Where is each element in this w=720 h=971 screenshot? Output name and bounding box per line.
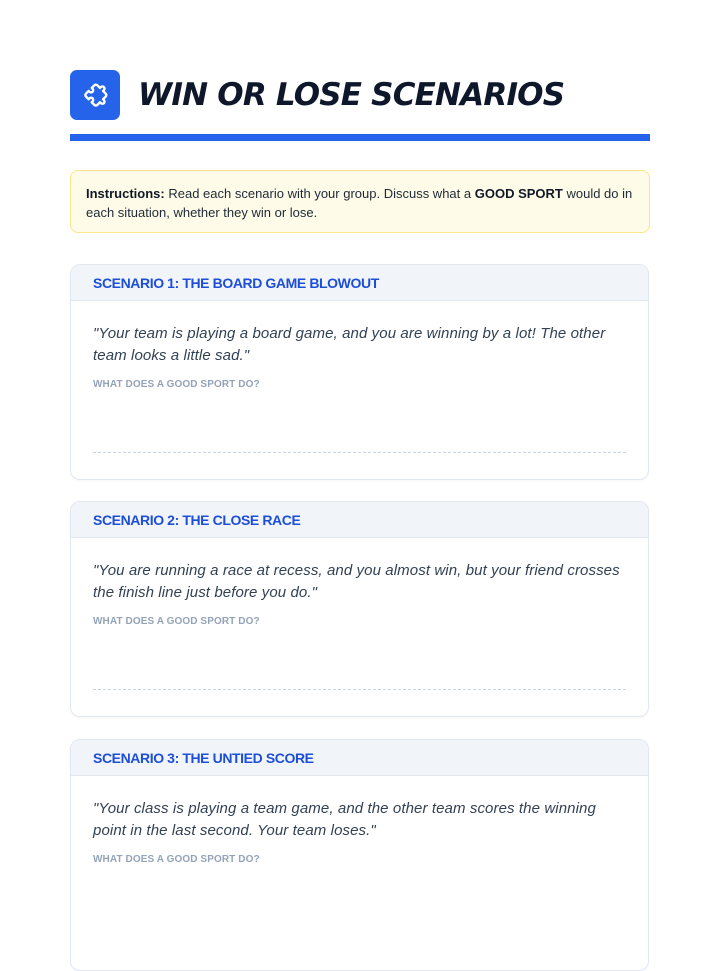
puzzle-piece-icon [70, 70, 120, 120]
scenario-title: SCENARIO 3: THE UNTIED SCORE [71, 740, 648, 776]
scenario-quote: "Your class is playing a team game, and the other team scores the winning point in the last second. Your team loses." [93, 800, 596, 839]
scenario-prompt: WHAT DOES A GOOD SPORT DO? [93, 379, 260, 390]
scenario-title: SCENARIO 2: THE CLOSE RACE [71, 502, 648, 538]
scenario-prompt: WHAT DOES A GOOD SPORT DO? [93, 854, 260, 865]
worksheet-page [70, 70, 650, 233]
page-title: WIN OR LOSE SCENARIOS [138, 77, 565, 113]
scenario-quote: "Your team is playing a board game, and you are winning by a lot! The other team looks a little sad." [93, 325, 606, 364]
instructions-label: Instructions: [86, 186, 165, 201]
scenario-quote: "You are running a race at recess, and you almost win, but your friend crosses the finish line just before you do." [93, 562, 620, 601]
scenario-card-1 [70, 264, 649, 480]
scenario-card-3 [70, 739, 649, 971]
instructions-box [70, 170, 650, 233]
scenario-card-2 [70, 501, 649, 717]
scenario-body [71, 538, 648, 690]
scenario-body [71, 301, 648, 453]
scenario-title: SCENARIO 1: THE BOARD GAME BLOWOUT [71, 265, 648, 301]
answer-line[interactable] [93, 689, 626, 690]
answer-line[interactable] [93, 452, 626, 453]
scenario-body [71, 776, 648, 865]
instructions-text-before: Read each scenario with your group. Discuss what a [164, 186, 475, 201]
page-header [70, 70, 650, 120]
instructions-text-after: would do in each situation, whether they win or lose. [86, 186, 633, 220]
title-underline [70, 134, 650, 141]
instructions-emphasis: GOOD SPORT [474, 186, 563, 201]
scenario-prompt: WHAT DOES A GOOD SPORT DO? [93, 616, 260, 627]
